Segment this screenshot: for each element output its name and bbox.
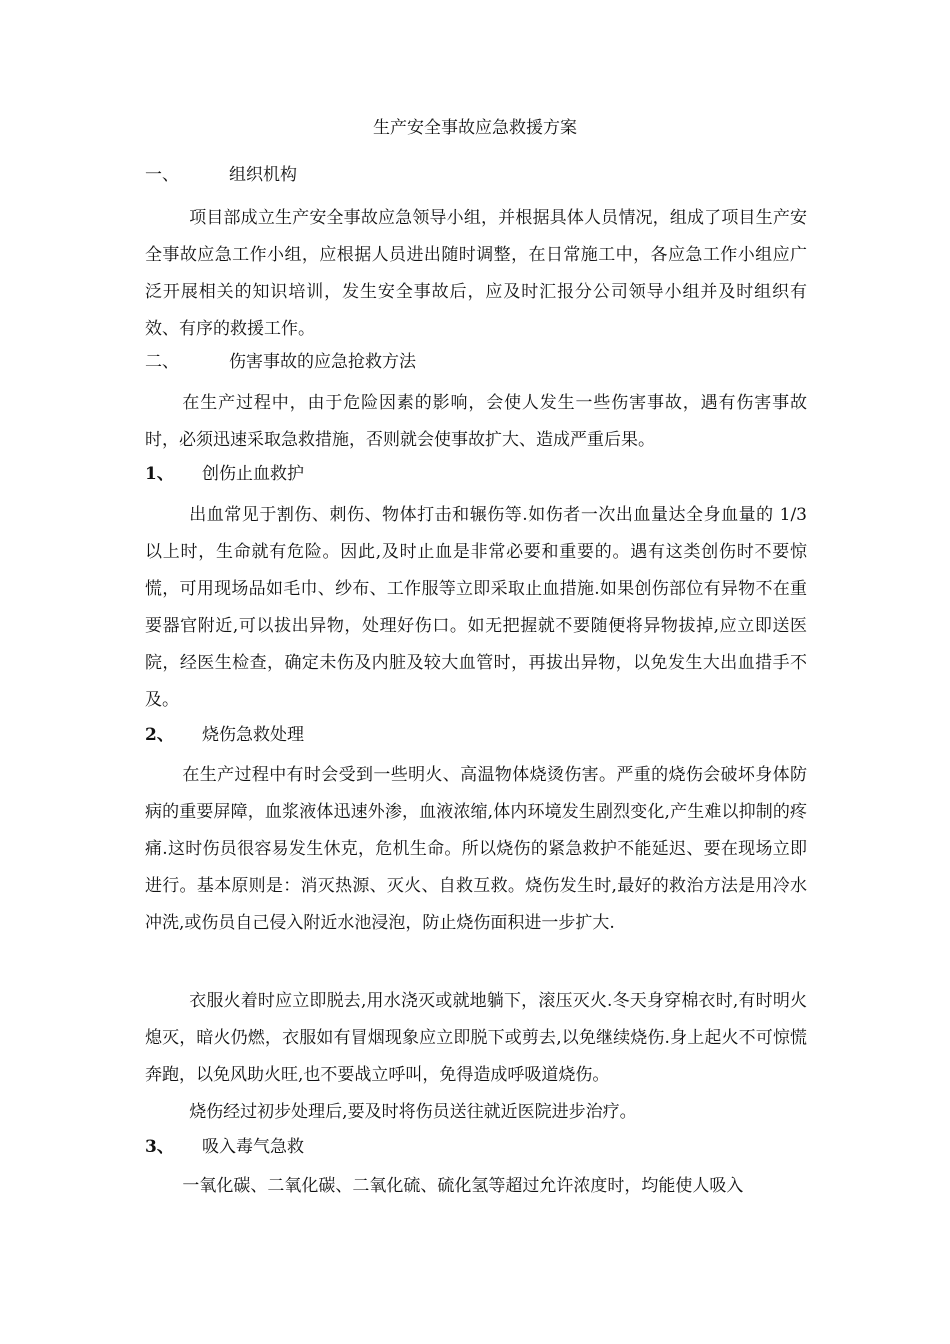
paragraph: 衣服火着时应立即脱去,用水浇灭或就地躺下，滚压灭火.冬天身穿棉衣时,有时明火熄灭，暗火仍燃，衣服如有冒烟现象应立即脱下或剪去,以免继续烧伤.身上起火不可惊慌奔跑，以免风助火旺,也不要战立呼叫，免得造成呼吸道烧伤。 <box>145 991 807 1085</box>
section-number: 一、 <box>145 165 179 185</box>
paragraph: 烧伤经过初步处理后,要及时将伤员送往就近医院进步治疗。 <box>189 1102 637 1122</box>
section-title: 组织机构 <box>229 165 297 185</box>
document-title: 生产安全事故应急救援方案 <box>373 118 577 138</box>
section-heading-5 <box>145 1134 304 1160</box>
section-heading-3 <box>145 461 304 487</box>
section-number: 3、 <box>145 1137 174 1157</box>
paragraph: 一氧化碳、二氧化碳、二氧化硫、硫化氢等超过允许浓度时，均能使人吸入 <box>182 1176 744 1196</box>
section-heading-2 <box>145 349 416 375</box>
section-heading-4 <box>145 722 304 748</box>
section-title: 吸入毒气急救 <box>202 1137 304 1157</box>
section-title: 烧伤急救处理 <box>202 725 304 745</box>
paragraph: 出血常见于割伤、刺伤、物体打击和辗伤等.如伤者一次出血量达全身血量的 1/3 以上时，生命就有危险。因此,及时止血是非常必要和重要的。遇有这类创伤时不要惊慌，可用现场品如毛巾、纱布、工作服等立即采取止血措施.如果创伤部位有异物不在重要器官附近,可以拔出异物，处理好伤口。如无把握就不要随便将异物拔掉,应立即送医院，经医生检查，确定未伤及内脏及较大血管时，再拔出异物，以免发生大出血措手不及。 <box>145 505 807 710</box>
paragraph: 在生产过程中，由于危险因素的影响，会使人发生一些伤害事故，遇有伤害事故时，必须迅速采取急救措施，否则就会使事故扩大、造成严重后果。 <box>145 393 807 450</box>
section-number: 2、 <box>145 725 174 745</box>
section-heading-1 <box>145 162 297 188</box>
section-number: 二、 <box>145 352 179 372</box>
section-title: 创伤止血救护 <box>202 464 304 484</box>
section-title: 伤害事故的应急抢救方法 <box>229 352 416 372</box>
paragraph: 项目部成立生产安全事故应急领导小组，并根据具体人员情况，组成了项目生产安全事故应急工作小组，应根据人员进出随时调整，在日常施工中，各应急工作小组应广泛开展相关的知识培训，发生安全事故后，应及时汇报分公司领导小组并及时组织有效、有序的救援工作。 <box>145 208 807 339</box>
section-number: 1、 <box>145 464 174 484</box>
paragraph: 在生产过程中有时会受到一些明火、高温物体烧烫伤害。严重的烧伤会破坏身体防病的重要屏障，血浆液体迅速外渗，血液浓缩,体内环境发生剧烈变化,产生难以抑制的疼痛.这时伤员很容易发生休克，危机生命。所以烧伤的紧急救护不能延迟、要在现场立即进行。基本原则是：消灭热源、灭火、自救互救。烧伤发生时,最好的救治方法是用冷水冲洗,或伤员自己侵入附近水池浸泡，防止烧伤面积进一步扩大. <box>145 765 807 933</box>
